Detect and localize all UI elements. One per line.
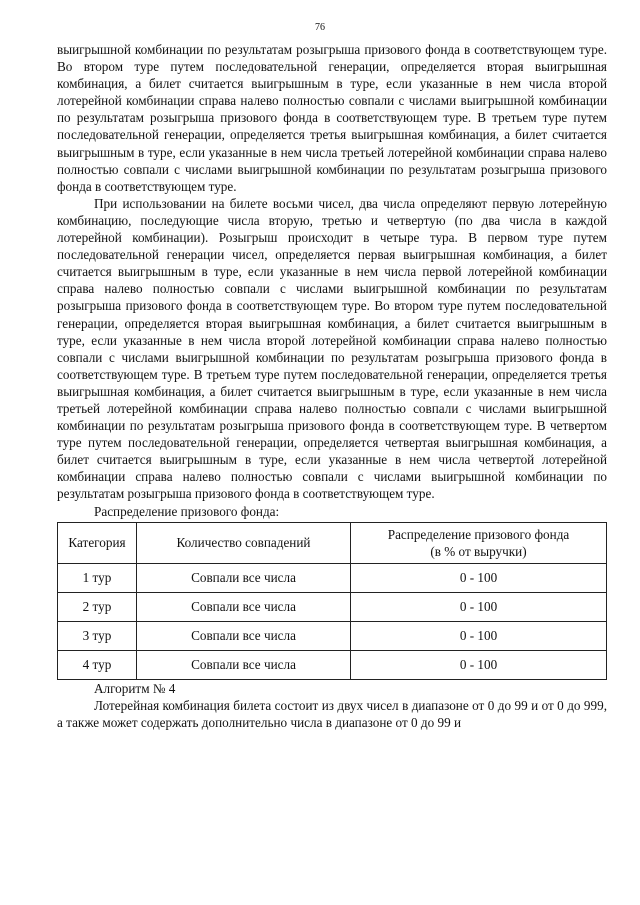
header-distribution-line2: (в % от выручки) [430,543,527,559]
cell-distribution: 0 - 100 [351,592,607,621]
table-caption: Распределение призового фонда: [94,503,280,519]
cell-distribution: 0 - 100 [351,563,607,592]
cell-category: 4 тур [58,650,137,679]
paragraph-continuation: выигрышной комбинации по результатам розыгрыша призового фонда в соответствующем туре. Во втором туре путем последовательной генерации, определяется вторая выигрышная комбинация, а билет считается выигрышным в туре, если указанные в нем числа второй лотерейной комбинации справа налево полностью совпали с числами выигрышной комбинации по результатам розыгрыша призового фонда в соответствующем туре. В третьем туре путем последовательной генерации, определяется третья выигрышная комбинация, а билет считается выигрышным в туре, если указанные в нем числа третьей лотерейной комбинации справа налево полностью совпали с числами выигрышной комбинации по результатам розыгрыша призового фонда в соответствующем туре. [57,42,607,194]
table-row [58,650,607,679]
paragraph-algorithm-4: Лотерейная комбинация билета состоит из двух чисел в диапазоне от 0 до 99 и от 0 до 999, а также может содержать дополнительно числа в диапазоне от 0 до 99 и [57,697,607,730]
document-body [57,41,607,731]
cell-category: 2 тур [58,592,137,621]
table-row [58,563,607,592]
prize-fund-table [57,522,607,680]
paragraph-eight-numbers: При использовании на билете восьми чисел, два числа определяют первую лотерейную комбинацию, последующие числа вторую, третью и четвертую (по два числа в каждой лотерейной комбинации). Розыгрыш происходит в четыре тура. В первом туре путем последовательной генерации чисел, определяется первая выигрышная комбинация, а билет считается выигрышным в туре, если указанные в нем числа первой лотерейной комбинации справа налево полностью совпали с числами выигрышной комбинации по результатам розыгрыша призового фонда в соответствующем туре. Во втором туре путем последовательной генерации, определяется вторая выигрышная комбинация, а билет считается выигрышным в туре, если указанные в нем числа второй лотерейной комбинации справа налево полностью совпали с числами выигрышной комбинации по результатам розыгрыша призового фонда в соответствующем туре. В третьем туре путем последовательной генерации, определяется третья выигрышная комбинация, а билет считается выигрышным в туре, если указанные в нем числа третьей лотерейной комбинации справа налево полностью совпали с числами выигрышной комбинации по результатам розыгрыша призового фонда в соответствующем туре. В четвертом туре путем последовательной генерации, определяется четвертая выигрышная комбинация, а билет считается выигрышным в туре, если указанные в нем числа четвертой лотерейной комбинации справа налево полностью совпали с числами выигрышной комбинации по результатам розыгрыша призового фонда в соответствующем туре. [57,195,607,502]
table-header-row [58,522,607,563]
cell-matches: Совпали все числа [137,621,351,650]
page-number: 76 [315,22,325,33]
header-distribution-line1: Распределение призового фонда [387,526,570,542]
algorithm-heading: Алгоритм № 4 [94,680,176,696]
header-matches: Количество совпадений [137,522,351,563]
cell-distribution: 0 - 100 [351,621,607,650]
table-row [58,621,607,650]
cell-matches: Совпали все числа [137,650,351,679]
table-row [58,592,607,621]
header-distribution [351,522,607,563]
cell-matches: Совпали все числа [137,592,351,621]
cell-category: 1 тур [58,563,137,592]
cell-matches: Совпали все числа [137,563,351,592]
cell-distribution: 0 - 100 [351,650,607,679]
header-category: Категория [58,522,137,563]
cell-category: 3 тур [58,621,137,650]
